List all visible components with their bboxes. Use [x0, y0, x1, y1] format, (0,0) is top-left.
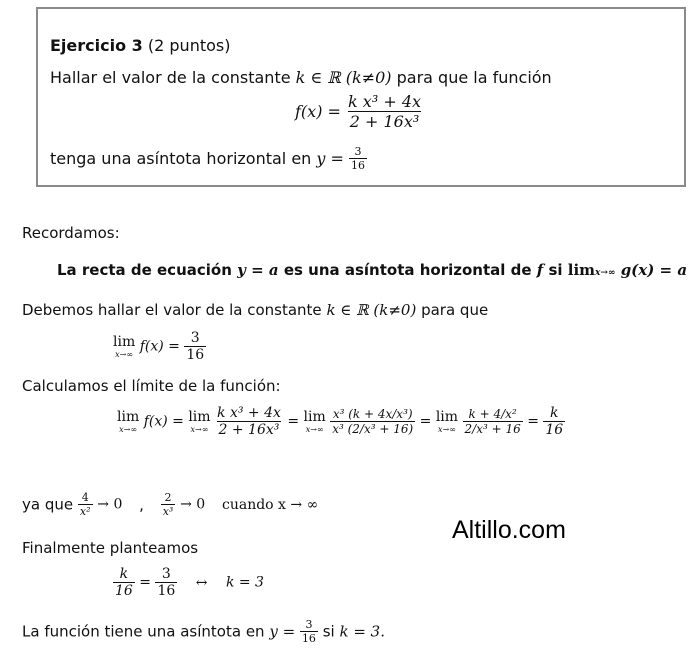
asymptote-numerator: 3 — [354, 145, 362, 158]
final-value: k = 3 — [225, 574, 264, 591]
asymptote-statement — [50, 145, 367, 172]
function-definition — [295, 92, 423, 131]
calc-lim-text-3: lim — [303, 409, 326, 425]
finally-label: Finalmente planteamos — [22, 539, 199, 557]
because-a-denominator: x² — [79, 505, 91, 518]
calc-equals-1: = — [287, 413, 300, 430]
conclusion-denominator: 16 — [301, 632, 316, 645]
calc-step3-numerator: k + 4/x² — [468, 407, 517, 421]
exercise-title: Ejercicio 3 — [50, 36, 143, 55]
because-suffix: cuando x → ∞ — [222, 496, 319, 513]
definition-lim-subscript: x→∞ — [595, 268, 616, 278]
definition-lim: lim — [567, 261, 596, 279]
because-b-numerator: 2 — [164, 491, 172, 504]
calc-lim-text-2: lim — [188, 409, 211, 425]
asymptote-denominator: 16 — [351, 159, 366, 172]
calc-limit-3 — [304, 409, 326, 434]
asymptote-definition — [57, 261, 687, 279]
because-b-fraction — [161, 491, 176, 518]
exercise-statement — [50, 68, 552, 87]
because-b-rhs: → 0 — [180, 496, 206, 513]
goal-numerator: 3 — [190, 330, 200, 346]
function-numerator: k x³ + 4x — [348, 92, 422, 111]
goal-lim-subscript: x→∞ — [115, 350, 134, 359]
definition-middle: es una asíntota horizontal de — [283, 261, 532, 279]
definition-equation: y = a — [237, 261, 279, 279]
asymptote-lhs: y = — [316, 149, 344, 168]
calc-step3-fraction — [463, 407, 523, 436]
final-equals: = — [139, 574, 152, 591]
calc-step2-denominator: x³ (2/x³ + 16) — [332, 422, 414, 436]
function-lhs: f(x) = — [295, 102, 341, 121]
calc-limit — [117, 409, 139, 434]
limit-calculation — [117, 405, 565, 438]
conclusion-fraction — [300, 618, 318, 645]
statement-suffix: para que la función — [396, 68, 552, 87]
statement-prefix: Hallar el valor de la constante — [50, 68, 291, 87]
conclusion-numerator: 3 — [305, 618, 313, 631]
calc-limit-2 — [188, 409, 210, 434]
must-find-statement — [22, 301, 488, 319]
final-lhs-denominator: 16 — [115, 583, 133, 599]
calc-step1-fraction — [215, 405, 283, 438]
goal-lim-text: lim — [113, 334, 136, 350]
calc-step2-numerator: x³ (k + 4x/x³) — [332, 407, 413, 421]
calc-step1-denominator: 2 + 16x³ — [218, 422, 280, 438]
because-a-fraction — [78, 491, 93, 518]
calc-lim-subscript: x→∞ — [119, 425, 138, 434]
calc-result-numerator: k — [550, 405, 559, 421]
final-rhs-fraction — [155, 566, 177, 599]
recall-label: Recordamos: — [22, 224, 120, 242]
final-rhs-denominator: 16 — [157, 583, 176, 599]
goal-limit — [113, 334, 135, 359]
final-lhs-numerator: k — [119, 566, 129, 582]
conclusion-si: si — [322, 622, 335, 641]
must-find-suffix: para que — [421, 301, 489, 319]
goal-denominator: 16 — [186, 347, 205, 363]
definition-prefix: La recta de ecuación — [57, 261, 232, 279]
constant-condition: k ∈ ℝ (k≠0) — [295, 68, 392, 87]
calc-lim-text: lim — [117, 409, 140, 425]
function-fraction — [346, 92, 423, 131]
because-statement — [22, 491, 318, 518]
calc-step1-numerator: k x³ + 4x — [217, 405, 281, 421]
calc-lim-text-4: lim — [435, 409, 459, 425]
calc-lim-subscript-2: x→∞ — [190, 425, 209, 434]
because-separator: , — [139, 495, 144, 514]
calc-limit-4 — [436, 409, 458, 434]
must-find-prefix: Debemos hallar el valor de la constante — [22, 301, 322, 319]
conclusion-value: k = 3. — [339, 622, 385, 641]
because-prefix: ya que — [22, 495, 74, 514]
compute-label: Calculamos el límite de la función: — [22, 377, 281, 395]
must-find-condition: k ∈ ℝ (k≠0) — [326, 301, 417, 319]
goal-equation — [113, 330, 206, 363]
function-denominator: 2 + 16x³ — [349, 112, 420, 131]
brand-watermark: Altillo.com — [452, 516, 566, 544]
because-a-numerator: 4 — [81, 491, 89, 504]
exercise-points: (2 puntos) — [147, 36, 231, 55]
exercise-heading — [50, 36, 230, 55]
conclusion-prefix: La función tiene una asíntota en — [22, 622, 265, 641]
conclusion-statement — [22, 618, 385, 645]
final-iff: ↔ — [195, 574, 208, 591]
asymptote-prefix: tenga una asíntota horizontal en — [50, 149, 312, 168]
goal-lhs: f(x) = — [139, 338, 180, 355]
calc-step2-fraction — [330, 407, 415, 436]
calc-step3-denominator: 2/x³ + 16 — [464, 422, 521, 436]
definition-si: si — [548, 261, 563, 279]
calc-lim-subscript-3: x→∞ — [305, 425, 324, 434]
calc-lim-subscript-4: x→∞ — [438, 425, 456, 434]
definition-f: f — [536, 261, 544, 279]
final-rhs-numerator: 3 — [161, 566, 171, 582]
final-lhs-fraction — [113, 566, 135, 599]
asymptote-fraction — [349, 145, 367, 172]
because-b-denominator: x³ — [162, 505, 174, 518]
calc-result-fraction — [543, 405, 565, 438]
conclusion-equation: y = — [269, 622, 296, 641]
calc-result-denominator: 16 — [545, 422, 564, 438]
calc-f: f(x) = — [143, 413, 184, 430]
goal-fraction — [184, 330, 206, 363]
final-equation — [113, 566, 264, 599]
because-a-rhs: → 0 — [97, 496, 123, 513]
calc-equals-2: = — [419, 413, 432, 430]
definition-rhs: g(x) = a — [620, 261, 688, 279]
calc-equals-3: = — [527, 413, 539, 430]
